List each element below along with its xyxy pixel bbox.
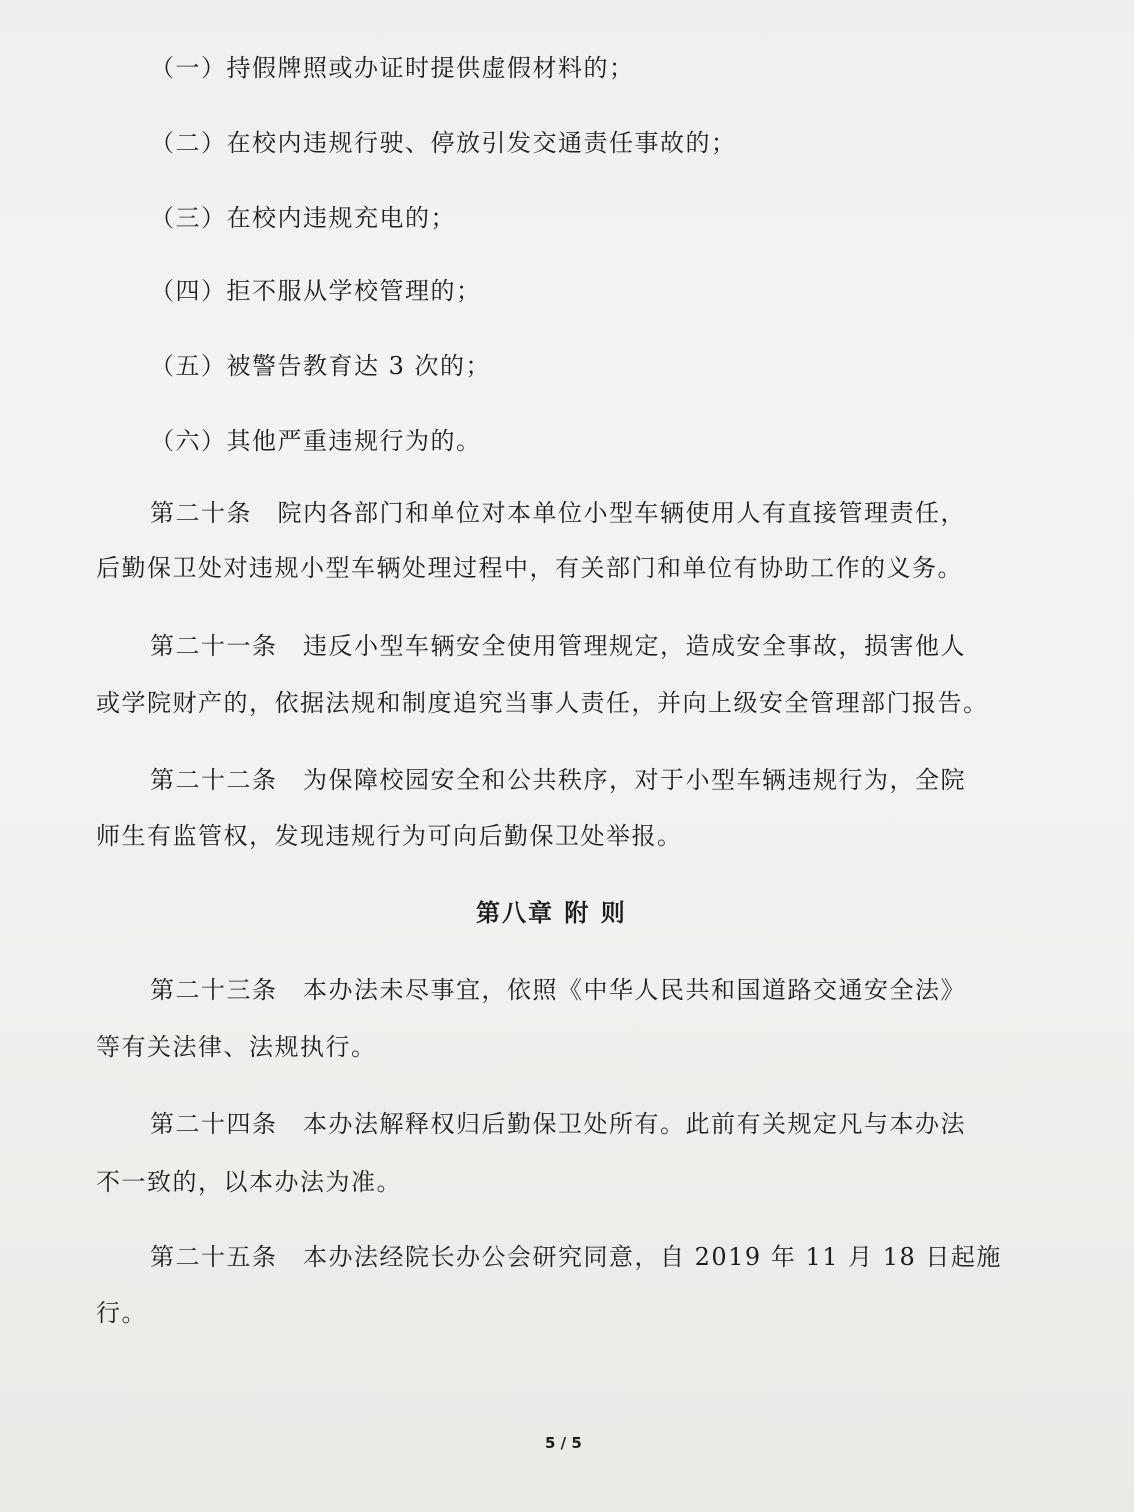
article-22-line-1: 第二十二条 为保障校园安全和公共秩序，对于小型车辆违规行为，全院 <box>150 766 966 794</box>
article-23-line-1: 第二十三条 本办法未尽事宜，依照《中华人民共和国道路交通安全法》 <box>150 976 966 1004</box>
article-20-line-2: 后勤保卫处对违规小型车辆处理过程中，有关部门和单位有协助工作的义务。 <box>96 554 963 582</box>
article-23-line-2: 等有关法律、法规执行。 <box>96 1033 377 1061</box>
article-21-line-1: 第二十一条 违反小型车辆安全使用管理规定，造成安全事故，损害他人 <box>150 632 966 660</box>
article-20-line-1: 第二十条 院内各部门和单位对本单位小型车辆使用人有直接管理责任， <box>150 499 966 527</box>
item-1: （一）持假牌照或办证时提供虚假材料的； <box>150 54 635 82</box>
item-6: （六）其他严重违规行为的。 <box>150 427 482 455</box>
page-number: 5 / 5 <box>545 1434 582 1452</box>
item-2: （二）在校内违规行驶、停放引发交通责任事故的； <box>150 129 737 157</box>
article-25-line-2: 行。 <box>96 1299 147 1327</box>
item-3: （三）在校内违规充电的； <box>150 204 456 232</box>
item-5: （五）被警告教育达 3 次的； <box>150 352 492 380</box>
article-21-line-2: 或学院财产的，依据法规和制度追究当事人责任，并向上级安全管理部门报告。 <box>96 689 989 717</box>
article-22-line-2: 师生有监管权，发现违规行为可向后勤保卫处举报。 <box>96 822 683 850</box>
item-4: （四）拒不服从学校管理的； <box>150 277 482 305</box>
article-24-line-1: 第二十四条 本办法解释权归后勤保卫处所有。此前有关规定凡与本办法 <box>150 1110 966 1138</box>
chapter-heading: 第八章 附 则 <box>476 899 627 927</box>
article-25-line-1: 第二十五条 本办法经院长办公会研究同意，自 2019 年 11 月 18 日起施 <box>150 1243 1002 1271</box>
article-24-line-2: 不一致的，以本办法为准。 <box>96 1168 402 1196</box>
